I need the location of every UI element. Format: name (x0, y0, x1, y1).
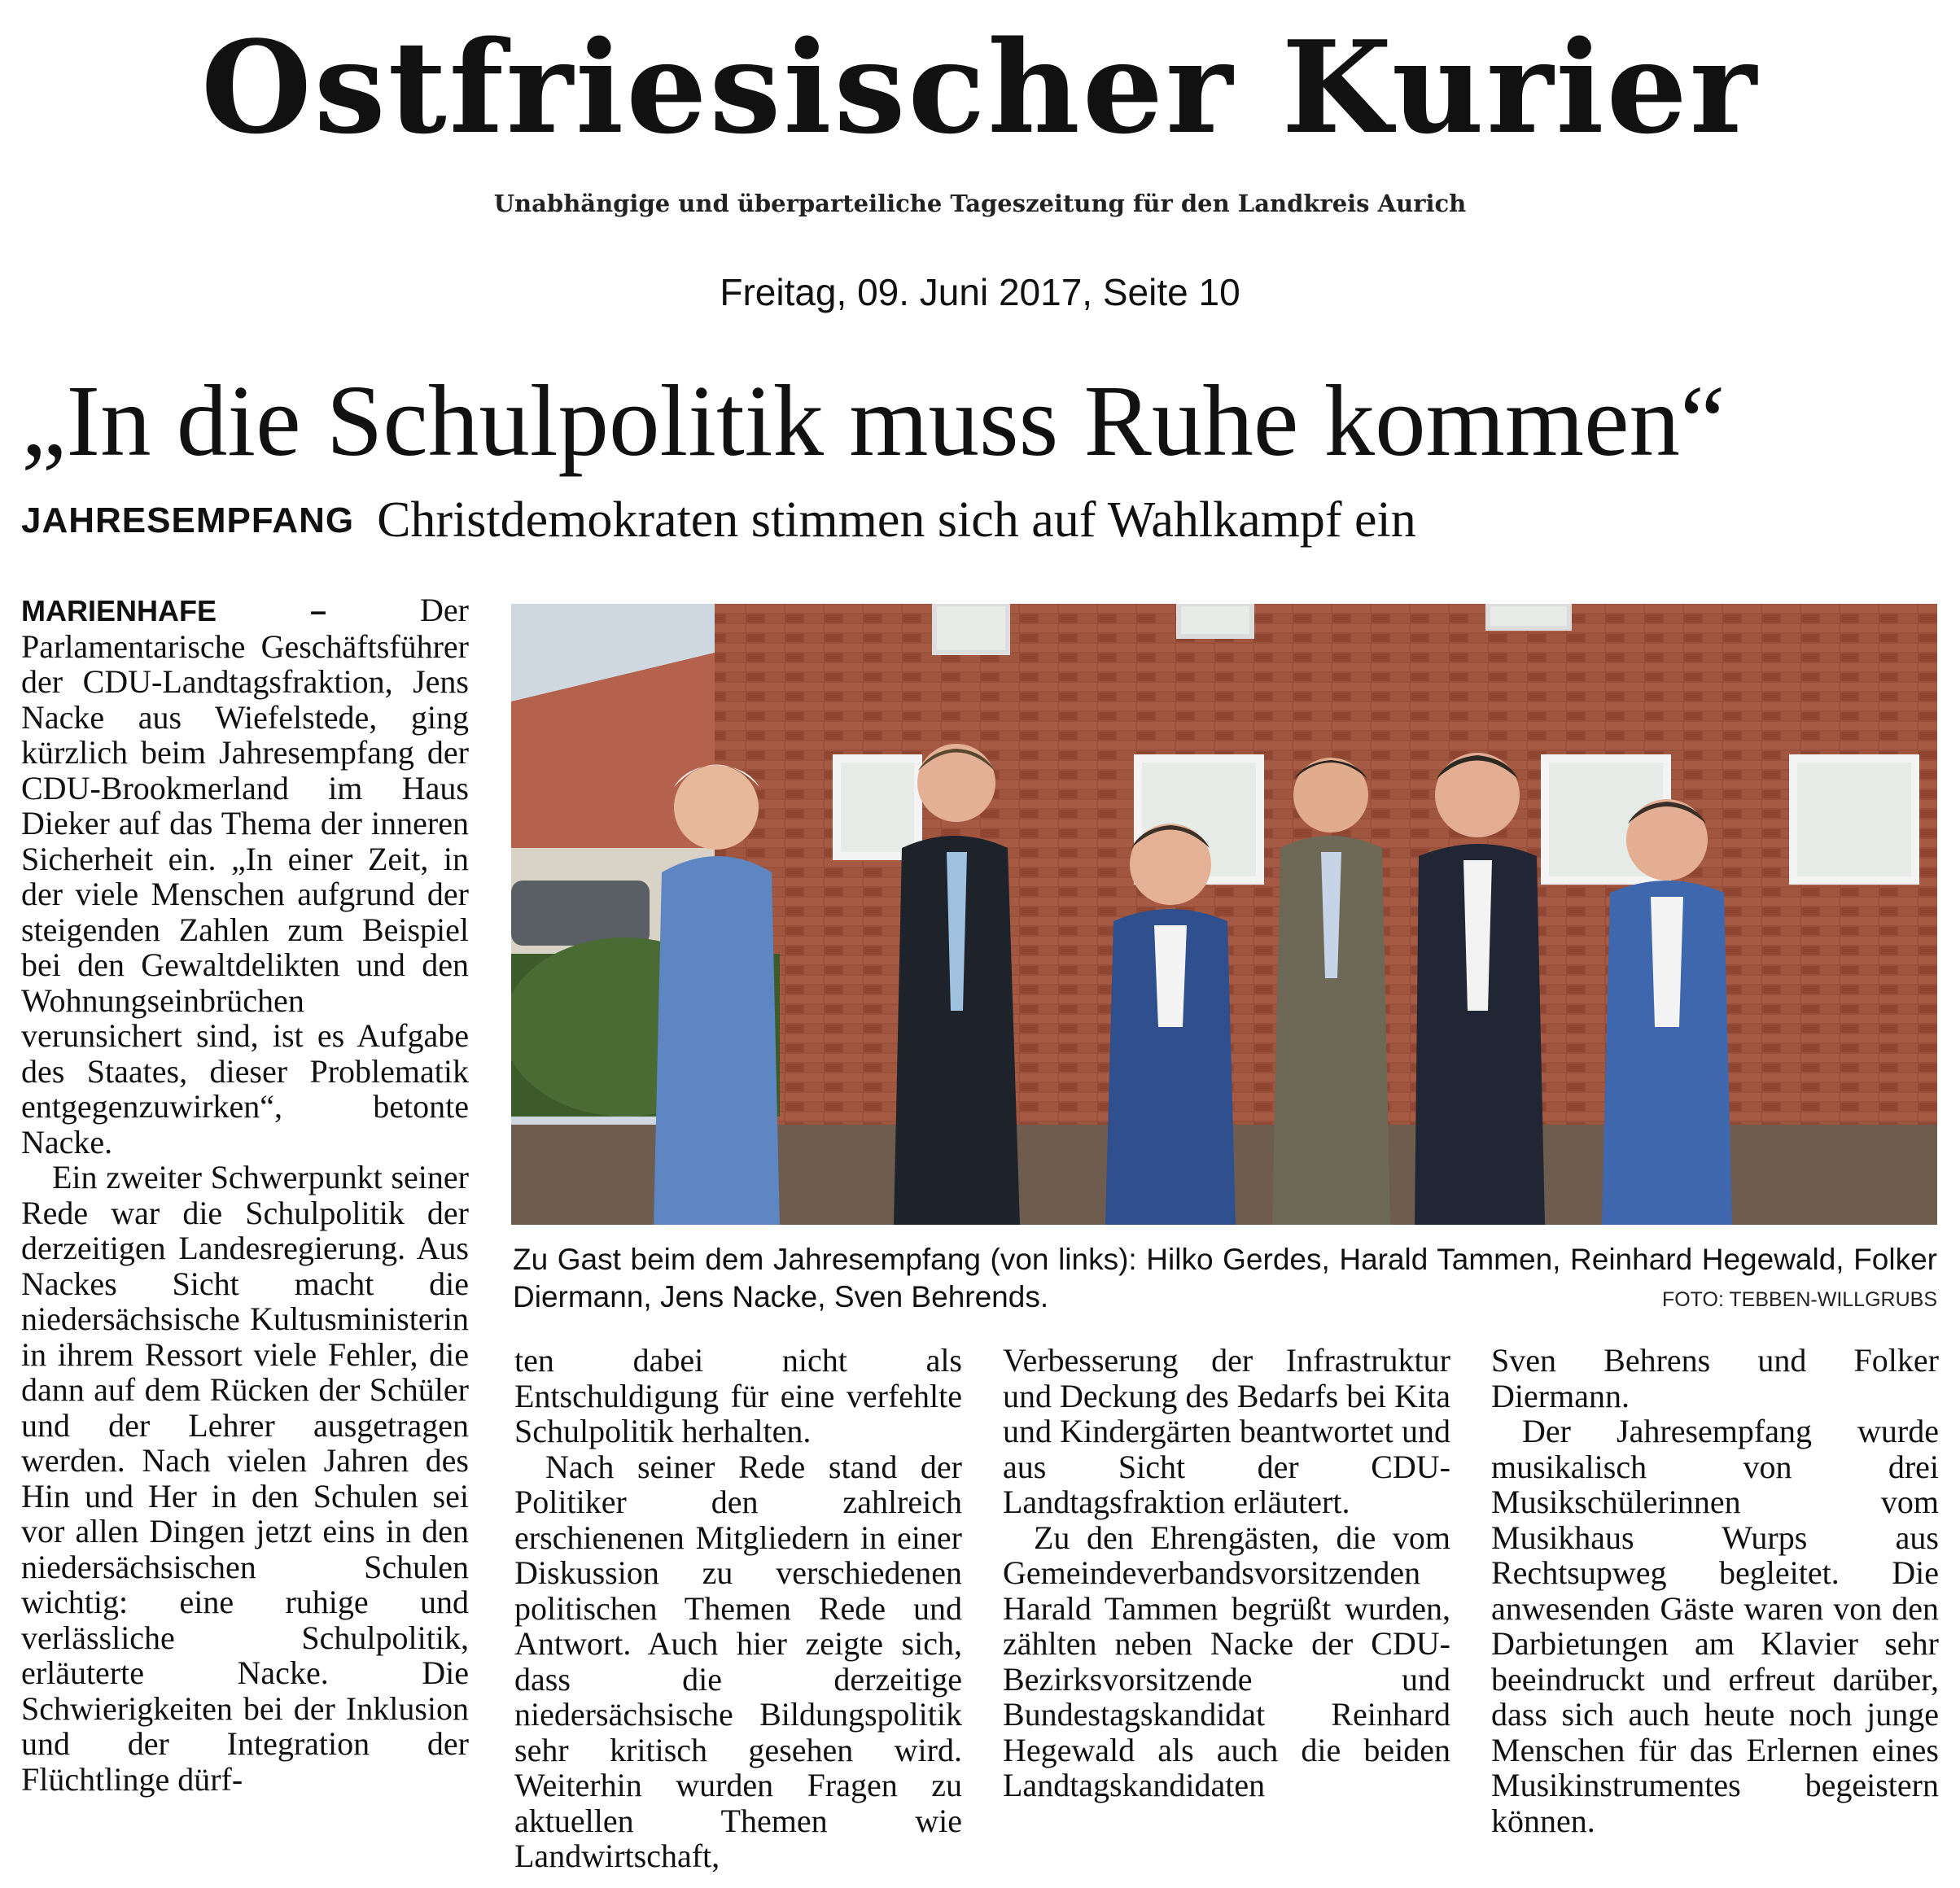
article-column-2 (514, 1343, 962, 1880)
article-kicker: JAHRESEMPFANG (21, 500, 355, 540)
paragraph: Der Jahresempfang wurde musikalisch von drei Musikschülerinnen vom Musikhaus Wurps aus Rechtsupweg begleitet. Die anwesenden Gäste waren von den Darbietungen am Klavier sehr beeindruckt und erfreut darüber, dass sich auch heute noch junge Menschen für das Erlernen eines Musikinstrumentes begeistern können. (1491, 1413, 1939, 1839)
article-column-3 (1003, 1343, 1450, 1880)
paragraph: Zu den Ehrengästen, die vom Gemeindeverbandsvorsitzenden Harald Tammen begrüßt wurden, zählten neben Nacke der CDU-Bezirksvorsitzende und Bundestagskandidat Reinhard Hegewald als auch die beiden Landtagskandidaten (1003, 1519, 1450, 1803)
article-subline (21, 492, 1416, 549)
photo-credit: FOTO: TEBBEN-WILLGRUBS (1661, 1288, 1937, 1311)
paragraph: Verbesserung der Infrastruktur und Deckung des Bedarfs bei Kita und Kindergärten beantwortet und aus Sicht der CDU-Landtagsfraktion erläutert. (1003, 1342, 1450, 1520)
paragraph: Nach seiner Rede stand der Politiker den zahlreich erschienenen Mitgliedern in einer Diskussion zu verschiedenen politischen Themen Rede und Antwort. Auch hier zeigte sich, dass die derzeitige niedersächsische Bildungspolitik sehr kritisch gesehen wird. Weiterhin wurden Fragen zu aktuellen Themen wie Landwirtschaft, (514, 1448, 962, 1874)
paragraph (21, 592, 469, 1160)
article-dateline: MARIENHAFE – (21, 594, 327, 627)
article-column-1 (21, 592, 469, 1878)
paragraph: Ein zweiter Schwerpunkt seiner Rede war die Schulpolitik der derzeitigen Landesregierung. Aus Nackes Sicht macht die niedersächsische Kultusministerin in ihrem Ressort viele Fehler, die dann auf dem Rücken der Schüler und der Lehrer ausgetragen werden. Nach vielen Jahren des Hin und Her in den Schulen sei vor allen Dingen jetzt eins in den niedersächsischen Schulen wichtig: eine ruhige und verlässliche Schulpolitik, erläuterte Nacke. Die Schwierigkeiten bei der Inklusion und der Integration der Flüchtlinge dürf- (21, 1159, 469, 1798)
masthead-subtitle: Unabhängige und überparteiliche Tageszeitung für den Landkreis Aurich (493, 190, 1467, 217)
issue-date-line: Freitag, 09. Juni 2017, Seite 10 (720, 271, 1240, 313)
photo-caption: Zu Gast beim dem Jahresempfang (von links): Hilko Gerdes, Harald Tammen, Reinhard Hegewald, Folker Diermann, Jens Nacke, Sven Behrends. (513, 1243, 1937, 1313)
newspaper-masthead: Ostfriesischer Kurier (200, 13, 1760, 162)
paragraph: Sven Behrens und Folker Diermann. (1491, 1342, 1939, 1414)
article-headline: „In die Schulpolitik muss Ruhe kommen“ (21, 365, 1726, 478)
article-subhead: Christdemokraten stimmen sich auf Wahlkampf ein (377, 492, 1416, 548)
group-photo-illustration (511, 604, 1937, 1225)
paragraph-text: Der Parlamentarische Geschäftsführer der CDU-Landtagsfraktion, Jens Nacke aus Wiefelstede, ging kürzlich beim Jahresempfang der CDU-Brookmerland im Haus Dieker auf das Thema der inneren Sicherheit ein. „In einer Zeit, in der viele Menschen aufgrund der steigenden Zahlen zum Beispiel bei den Gewaltdelikten und den Wohnungseinbrüchen verunsichert sind, ist es Aufgabe des Staates, dieser Problematik entgegenzuwirken“, betonte Nacke. (21, 592, 469, 1160)
paragraph: ten dabei nicht als Entschuldigung für eine verfehlte Schulpolitik herhalten. (514, 1342, 962, 1449)
article-column-4 (1491, 1343, 1939, 1880)
article-photo (511, 604, 1937, 1225)
